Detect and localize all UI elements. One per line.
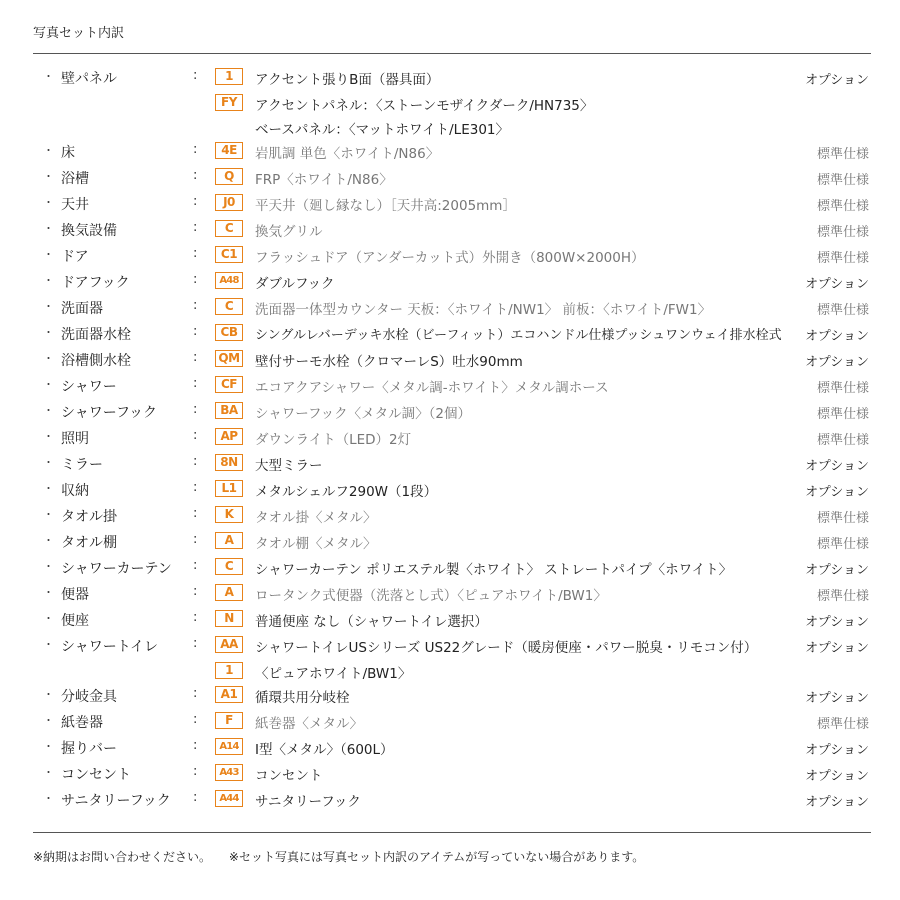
status-standard: 標準仕様 <box>816 537 869 552</box>
spec-row <box>33 760 871 786</box>
spec-row <box>33 242 871 268</box>
status-standard: 標準仕様 <box>816 511 869 526</box>
bullet: ・ <box>43 326 54 339</box>
item-name: ドア <box>61 249 89 265</box>
footer-note-delivery: ※納期はお問い合わせください。 <box>33 850 212 864</box>
item-description: シャワートイレUSシリーズ US22グレード（暖房便座・パワー脱臭・リモコン付） <box>255 640 758 656</box>
spec-row <box>33 476 871 502</box>
option-code-badge: CF <box>215 376 243 393</box>
status-option: オプション <box>805 615 869 630</box>
spec-row <box>33 372 871 398</box>
status-option: オプション <box>805 355 869 370</box>
spec-row <box>33 606 871 632</box>
colon: : <box>193 350 198 365</box>
spec-row <box>33 528 871 554</box>
spec-row <box>33 580 871 606</box>
item-name: ミラー <box>61 457 103 473</box>
status-standard: 標準仕様 <box>816 407 869 422</box>
bullet: ・ <box>43 274 54 287</box>
option-code-badge: 8N <box>215 454 243 471</box>
item-name: サニタリーフック <box>61 793 171 809</box>
colon: : <box>193 712 198 727</box>
item-name: 浴槽側水栓 <box>61 353 131 369</box>
bullet: ・ <box>43 766 54 779</box>
colon: : <box>193 764 198 779</box>
spec-row <box>33 216 871 242</box>
colon: : <box>193 480 198 495</box>
option-code-badge: QM <box>215 350 243 367</box>
page-title: 写真セット内訳 <box>33 26 125 41</box>
bullet: ・ <box>43 196 54 209</box>
item-description: タオル棚〈メタル〉 <box>255 536 377 552</box>
item-name: 洗面器水栓 <box>61 327 131 343</box>
bullet: ・ <box>43 456 54 469</box>
option-code-badge: J0 <box>215 194 243 211</box>
status-standard: 標準仕様 <box>816 433 869 448</box>
status-standard: 標準仕様 <box>816 589 869 604</box>
item-name: タオル掛 <box>61 509 117 525</box>
item-description: シャワーフック〈メタル調〉（2個） <box>255 406 471 422</box>
status-option: オプション <box>805 795 869 810</box>
item-name: シャワートイレ <box>61 639 159 655</box>
item-description: 壁付サーモ水栓（クロマーレS）吐水90mm <box>255 354 523 370</box>
item-name: 照明 <box>61 431 89 447</box>
status-option: オプション <box>805 769 869 784</box>
status-standard: 標準仕様 <box>816 303 869 318</box>
bullet: ・ <box>43 300 54 313</box>
item-description: アクセントパネル：〈ストーンモザイクダーク/HN735〉 <box>255 98 594 114</box>
status-option: オプション <box>805 73 869 88</box>
option-code-badge: AA <box>215 636 243 653</box>
spec-row <box>33 398 871 424</box>
option-code-badge: FY <box>215 94 243 111</box>
item-description: 換気グリル <box>255 224 323 240</box>
item-description: 平天井（廻し縁なし）［天井高:2005mm］ <box>255 198 516 214</box>
item-name: 壁パネル <box>61 71 117 87</box>
option-code-badge: A48 <box>215 272 243 289</box>
item-description: FRP〈ホワイト/N86〉 <box>255 172 393 188</box>
item-description: ダブルフック <box>255 276 335 292</box>
colon: : <box>193 686 198 701</box>
option-code-badge: BA <box>215 402 243 419</box>
item-description: フラッシュドア（アンダーカット式）外開き（800W×2000H） <box>255 250 645 266</box>
item-description: ベースパネル：〈マットホワイト/LE301〉 <box>255 122 509 138</box>
bullet: ・ <box>43 482 54 495</box>
spec-row <box>33 554 871 580</box>
item-description: アクセント張りB面（器具面） <box>255 72 440 88</box>
colon: : <box>193 376 198 391</box>
item-description: I型〈メタル〉（600L） <box>255 742 394 758</box>
option-code-badge: CB <box>215 324 243 341</box>
top-divider <box>33 53 871 54</box>
item-name: 分岐金具 <box>61 689 117 705</box>
item-name: 便座 <box>61 613 89 629</box>
colon: : <box>193 506 198 521</box>
spec-row <box>33 268 871 294</box>
spec-row <box>33 64 871 90</box>
colon: : <box>193 584 198 599</box>
spec-row <box>33 502 871 528</box>
colon: : <box>193 636 198 651</box>
spec-row <box>33 682 871 708</box>
item-description: 循環共用分岐栓 <box>255 690 350 706</box>
status-option: オプション <box>805 459 869 474</box>
item-description: 洗面器一体型カウンター 天板：〈ホワイト/NW1〉 前板：〈ホワイト/FW1〉 <box>255 302 712 318</box>
colon: : <box>193 738 198 753</box>
option-code-badge: AP <box>215 428 243 445</box>
bullet: ・ <box>43 534 54 547</box>
option-code-badge: A44 <box>215 790 243 807</box>
item-description: エコアクアシャワー〈メタル調-ホワイト〉メタル調ホース <box>255 380 609 396</box>
item-description: ダウンライト（LED）2灯 <box>255 432 412 448</box>
option-code-badge: A <box>215 532 243 549</box>
colon: : <box>193 790 198 805</box>
colon: : <box>193 532 198 547</box>
option-code-badge: C <box>215 220 243 237</box>
status-standard: 標準仕様 <box>816 199 869 214</box>
colon: : <box>193 298 198 313</box>
bullet: ・ <box>43 688 54 701</box>
item-name: タオル棚 <box>61 535 117 551</box>
item-description: メタルシェルフ290W（1段） <box>255 484 438 500</box>
bullet: ・ <box>43 586 54 599</box>
option-code-badge: 1 <box>215 68 243 85</box>
status-standard: 標準仕様 <box>816 251 869 266</box>
spec-row <box>33 734 871 760</box>
bottom-divider <box>33 832 871 833</box>
item-name: 紙巻器 <box>61 715 103 731</box>
colon: : <box>193 610 198 625</box>
spec-row <box>33 424 871 450</box>
item-name: シャワーカーテン <box>61 561 172 577</box>
spec-row <box>33 138 871 164</box>
colon: : <box>193 272 198 287</box>
status-option: オプション <box>805 743 869 758</box>
colon: : <box>193 324 198 339</box>
item-name: コンセント <box>61 767 131 783</box>
option-code-badge: L1 <box>215 480 243 497</box>
spec-row <box>33 320 871 346</box>
option-code-badge: A1 <box>215 686 243 703</box>
bullet: ・ <box>43 404 54 417</box>
item-name: ドアフック <box>61 275 130 291</box>
bullet: ・ <box>43 248 54 261</box>
spec-row <box>33 190 871 216</box>
spec-row <box>33 708 871 734</box>
colon: : <box>193 168 198 183</box>
option-code-badge: 1 <box>215 662 243 679</box>
status-standard: 標準仕様 <box>816 381 869 396</box>
status-standard: 標準仕様 <box>816 173 869 188</box>
colon: : <box>193 68 198 83</box>
colon: : <box>193 246 198 261</box>
colon: : <box>193 142 198 157</box>
spec-row <box>33 450 871 476</box>
spec-row-continuation <box>33 114 871 138</box>
item-description: サニタリーフック <box>255 794 361 810</box>
item-description: 岩肌調 単色〈ホワイト/N86〉 <box>255 146 440 162</box>
status-option: オプション <box>805 329 869 344</box>
colon: : <box>193 194 198 209</box>
bullet: ・ <box>43 378 54 391</box>
option-code-badge: C1 <box>215 246 243 263</box>
item-description: 大型ミラー <box>255 458 323 474</box>
footer-notes <box>33 848 658 865</box>
option-code-badge: Q <box>215 168 243 185</box>
bullet: ・ <box>43 714 54 727</box>
item-description: 紙巻器〈メタル〉 <box>255 716 363 732</box>
spec-row <box>33 632 871 658</box>
status-option: オプション <box>805 691 869 706</box>
status-option: オプション <box>805 641 869 656</box>
option-code-badge: C <box>215 558 243 575</box>
option-code-badge: A14 <box>215 738 243 755</box>
item-name: シャワーフック <box>61 405 158 421</box>
colon: : <box>193 428 198 443</box>
footer-note-photo: ※セット写真には写真セット内訳のアイテムが写っていない場合があります。 <box>228 850 645 864</box>
colon: : <box>193 558 198 573</box>
spec-row <box>33 164 871 190</box>
bullet: ・ <box>43 70 54 83</box>
spec-row <box>33 346 871 372</box>
bullet: ・ <box>43 792 54 805</box>
item-name: 天井 <box>61 197 89 213</box>
option-code-badge: A43 <box>215 764 243 781</box>
bullet: ・ <box>43 430 54 443</box>
item-name: 浴槽 <box>61 171 89 187</box>
spec-row <box>33 786 871 812</box>
bullet: ・ <box>43 638 54 651</box>
status-option: オプション <box>805 277 869 292</box>
status-option: オプション <box>805 485 869 500</box>
bullet: ・ <box>43 560 54 573</box>
status-standard: 標準仕様 <box>816 147 869 162</box>
option-code-badge: F <box>215 712 243 729</box>
item-description: 普通便座 なし（シャワートイレ選択） <box>255 614 488 630</box>
item-name: シャワー <box>61 379 117 395</box>
option-code-badge: 4E <box>215 142 243 159</box>
item-description: ロータンク式便器（洗落とし式）〈ピュアホワイト/BW1〉 <box>255 588 607 604</box>
item-description: シャワーカーテン ポリエステル製〈ホワイト〉 ストレートパイプ〈ホワイト〉 <box>255 562 733 578</box>
option-code-badge: C <box>215 298 243 315</box>
spec-row <box>33 294 871 320</box>
bullet: ・ <box>43 352 54 365</box>
item-description: 〈ピュアホワイト/BW1〉 <box>255 666 412 682</box>
item-name: 床 <box>61 145 75 161</box>
item-name: 便器 <box>61 587 89 603</box>
status-option: オプション <box>805 563 869 578</box>
item-name: 洗面器 <box>61 301 103 317</box>
colon: : <box>193 454 198 469</box>
status-standard: 標準仕様 <box>816 717 869 732</box>
colon: : <box>193 220 198 235</box>
bullet: ・ <box>43 144 54 157</box>
spec-row-continuation <box>33 658 871 682</box>
item-description: コンセント <box>255 768 323 784</box>
bullet: ・ <box>43 740 54 753</box>
colon: : <box>193 402 198 417</box>
item-description: タオル掛〈メタル〉 <box>255 510 377 526</box>
item-name: 握りバー <box>61 741 117 757</box>
option-code-badge: A <box>215 584 243 601</box>
bullet: ・ <box>43 222 54 235</box>
option-code-badge: N <box>215 610 243 627</box>
spec-list <box>33 64 871 812</box>
bullet: ・ <box>43 170 54 183</box>
item-name: 換気設備 <box>61 223 117 239</box>
item-name: 収納 <box>61 483 89 499</box>
spec-row-continuation <box>33 90 871 114</box>
option-code-badge: K <box>215 506 243 523</box>
status-standard: 標準仕様 <box>816 225 869 240</box>
bullet: ・ <box>43 612 54 625</box>
item-description: シングルレバーデッキ水栓（ビーフィット）エコハンドル仕様プッシュワンウェイ排水栓式 <box>255 328 782 343</box>
bullet: ・ <box>43 508 54 521</box>
